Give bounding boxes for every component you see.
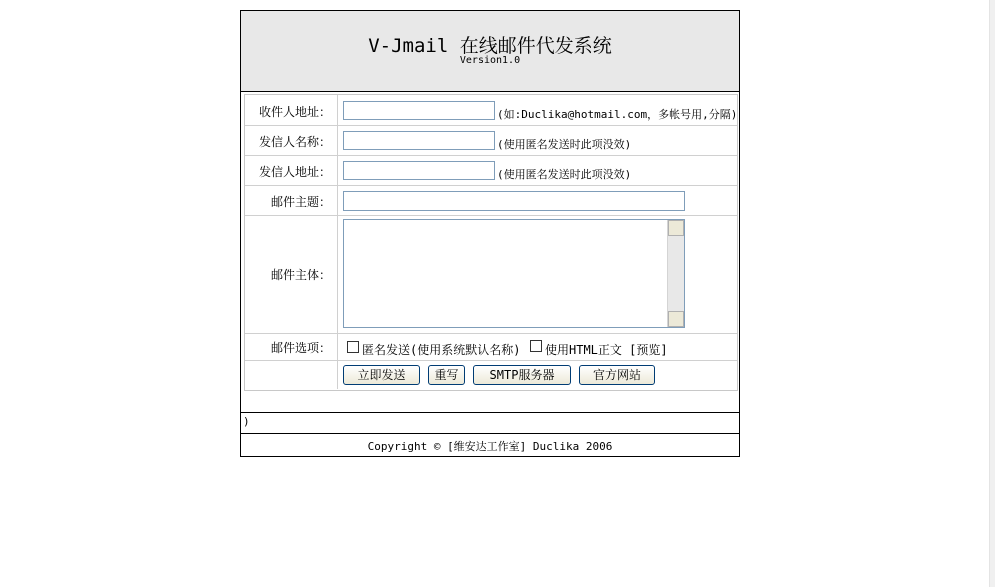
row-recipient bbox=[245, 95, 737, 126]
scroll-up-button[interactable] bbox=[668, 220, 684, 236]
sender-name-label: 发信人名称： bbox=[258, 135, 331, 149]
official-website-button[interactable]: 官方网站 bbox=[579, 365, 655, 385]
recipient-input[interactable] bbox=[343, 101, 495, 120]
row-buttons bbox=[245, 361, 737, 389]
smtp-server-button[interactable]: SMTP服务器 bbox=[473, 365, 571, 385]
version-label: Version1.0 bbox=[459, 55, 521, 66]
body-label: 邮件主体： bbox=[270, 268, 331, 282]
recipient-hint: (如:Duclika@hotmail.com，多帐号用,分隔) bbox=[497, 108, 738, 121]
reset-button[interactable]: 重写 bbox=[428, 365, 465, 385]
mail-form-panel bbox=[240, 10, 740, 457]
row-sender-name bbox=[245, 126, 737, 156]
send-button[interactable]: 立即发送 bbox=[343, 365, 420, 385]
row-subject bbox=[245, 186, 737, 216]
anonymous-checkbox[interactable] bbox=[347, 341, 359, 353]
body-scrollbar[interactable] bbox=[667, 220, 684, 327]
copyright-footer: Copyright © [维安达工作室] Duclika 2006 bbox=[367, 440, 613, 453]
divider-top bbox=[241, 412, 739, 413]
recipient-label: 收件人地址： bbox=[258, 105, 331, 119]
sender-address-label: 发信人地址： bbox=[258, 165, 331, 179]
body-textarea[interactable] bbox=[343, 219, 685, 328]
sender-name-input[interactable] bbox=[343, 131, 495, 150]
scroll-down-button[interactable] bbox=[668, 311, 684, 327]
sender-address-hint: (使用匿名发送时此项没效) bbox=[497, 168, 632, 181]
page-scrollbar[interactable] bbox=[989, 0, 995, 587]
html-checkbox-label[interactable]: 使用HTML正文 [预览] bbox=[545, 343, 668, 357]
page-title: V-Jmail 在线邮件代发系统 bbox=[368, 35, 612, 57]
row-options bbox=[245, 334, 737, 361]
sender-name-hint: (使用匿名发送时此项没效) bbox=[497, 138, 632, 151]
subject-input[interactable] bbox=[343, 191, 685, 211]
subject-label: 邮件主题： bbox=[270, 195, 331, 209]
row-sender-address bbox=[245, 156, 737, 186]
mail-form bbox=[244, 94, 738, 391]
anonymous-checkbox-label[interactable]: 匿名发送(使用系统默认名称) bbox=[362, 343, 521, 357]
sender-address-input[interactable] bbox=[343, 161, 495, 180]
status-text: ) bbox=[243, 415, 250, 428]
html-checkbox[interactable] bbox=[530, 340, 542, 352]
divider-bottom bbox=[241, 433, 739, 434]
row-body bbox=[245, 216, 737, 334]
header bbox=[241, 11, 739, 92]
options-label: 邮件选项： bbox=[270, 341, 331, 355]
